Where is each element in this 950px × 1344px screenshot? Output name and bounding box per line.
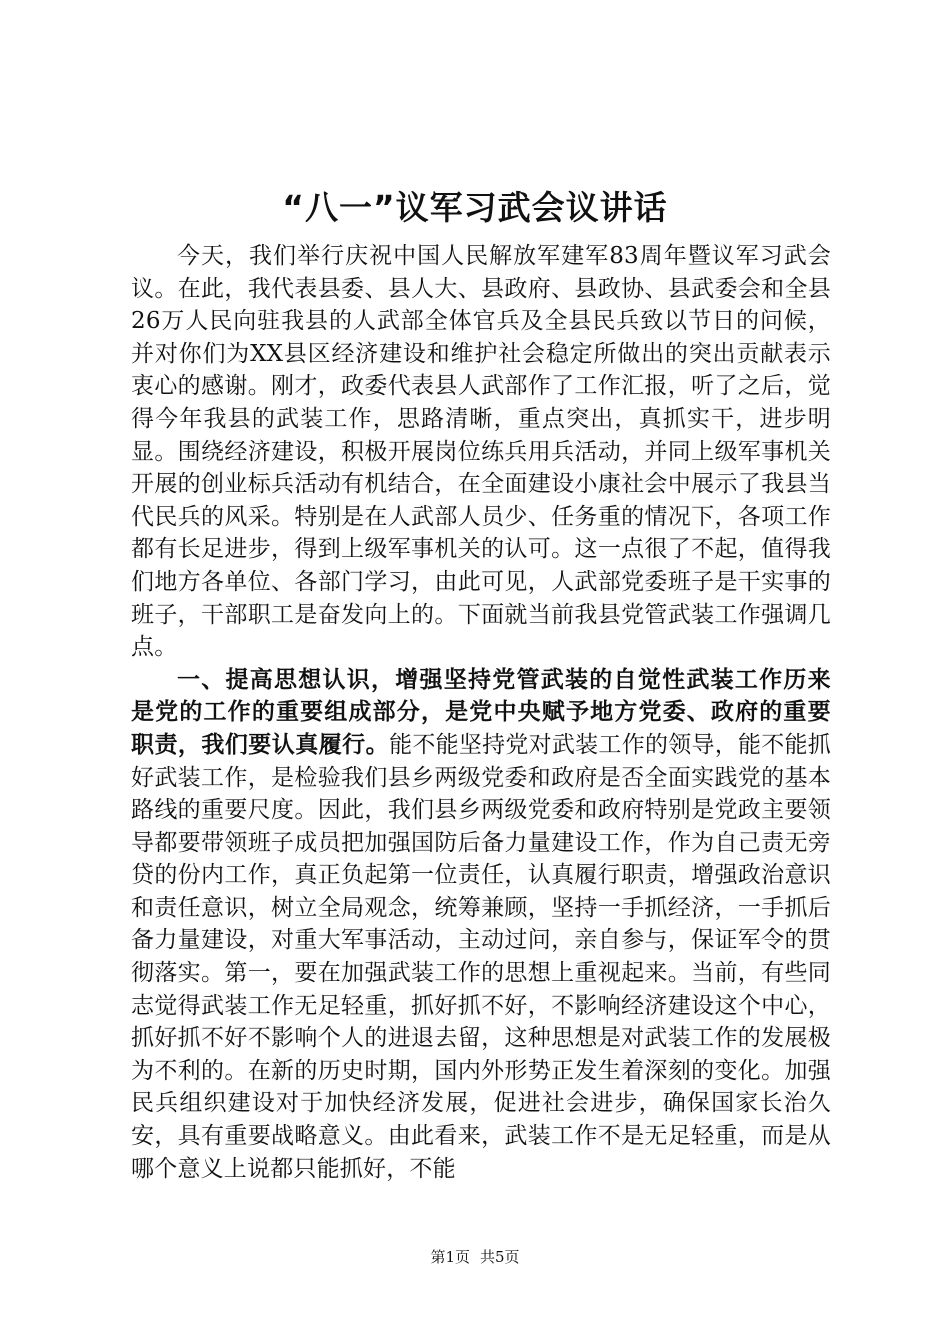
section-1-heading: 一、提高思想认识，增强坚持党管武装的自觉性武装工作历来是党的工作的重要组成部分，是党中央赋予地方党委、政府的重要职责，我们要认真履行。 (131, 666, 831, 758)
page-total: 共5页 (480, 1248, 520, 1266)
paragraph-intro: 今天，我们举行庆祝中国人民解放军建军83周年暨议军习武会议。在此，我代表县委、县人大、县政府、县政协、县武委会和全县26万人民向驻我县的人武部全体官兵及全县民兵致以节日的问候，并对你们为XX县区经济建设和维护社会稳定所做出的突出贡献表示衷心的感谢。刚才，政委代表县人武部作了工作汇报，听了之后，觉得今年我县的武装工作，思路清晰，重点突出，真抓实干，进步明显。围绕经济建设，积极开展岗位练兵用兵活动，并同上级军事机关开展的创业标兵活动有机结合，在全面建设小康社会中展示了我县当代民兵的风采。特别是在人武部人员少、任务重的情况下，各项工作都有长足进步，得到上级军事机关的认可。这一点很了不起，值得我们地方各单位、各部门学习，由此可见，人武部党委班子是干实事的班子，干部职工是奋发向上的。下面就当前我县党管武装工作强调几点。 (131, 243, 831, 661)
document-body (131, 240, 831, 1185)
document-title: “八一”议军习武会议讲话 (282, 188, 668, 227)
page-footer (0, 1247, 950, 1267)
paragraph-section-1 (131, 664, 831, 1186)
page-number: 第1页 (430, 1248, 470, 1266)
section-1-text: 能不能坚持党对武装工作的领导，能不能抓好武装工作，是检验我们县乡两级党委和政府是否全面实践党的基本路线的重要尺度。因此，我们县乡两级党委和政府特别是党政主要领导都要带领班子成员把加强国防后备力量建设工作，作为自己责无旁贷的份内工作，真正负起第一位责任，认真履行职责，增强政治意识和责任意识，树立全局观念，统筹兼顾，坚持一手抓经济，一手抓后备力量建设，对重大军事活动，主动过问，亲自参与，保证军令的贯彻落实。第一，要在加强武装工作的思想上重视起来。当前，有些同志觉得武装工作无足轻重，抓好抓不好，不影响经济建设这个中心，抓好抓不好不影响个人的进退去留，这种思想是对武装工作的发展极为不利的。在新的历史时期，国内外形势正发生着深刻的变化。加强民兵组织建设对于加快经济发展，促进社会进步，确保国家长治久安，具有重要战略意义。由此看来，武装工作不是无足轻重，而是从哪个意义上说都只能抓好，不能 (131, 731, 831, 1182)
